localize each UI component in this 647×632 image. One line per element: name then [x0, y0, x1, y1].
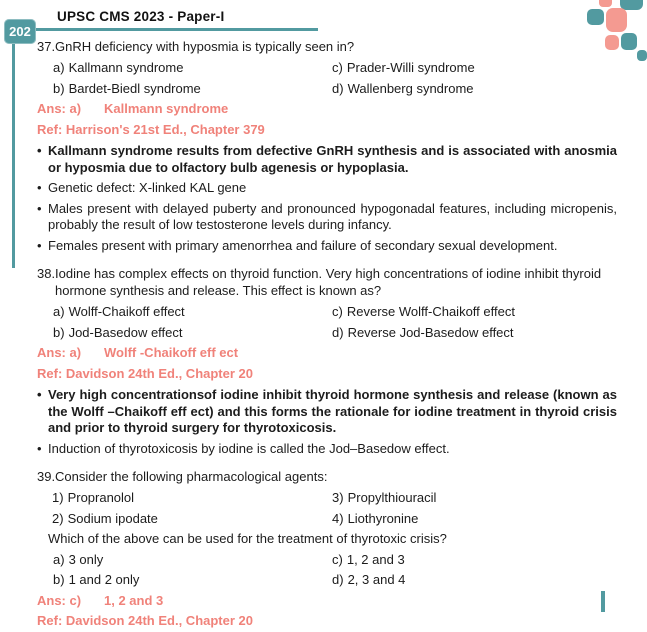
option-label: c) — [332, 60, 343, 75]
reference-line: Ref: Harrison's 21st Ed., Chapter 379 — [37, 121, 265, 137]
option-label: b) — [53, 324, 65, 340]
option-a — [37, 58, 332, 79]
option-d — [332, 79, 617, 100]
sub-question-text: Which of the above can be used for the treatment of thyrotoxic crisis? — [48, 531, 447, 546]
option-text: 3 only — [68, 551, 104, 567]
option-label: d) — [332, 80, 344, 96]
option-b — [37, 570, 332, 591]
option-text: Reverse Jod-Basedow effect — [347, 324, 514, 340]
item-3 — [332, 488, 617, 509]
option-text: 1 and 2 only — [68, 572, 140, 587]
question-text: Consider the following pharmacological agents: — [55, 468, 328, 484]
bullet-item — [37, 387, 617, 437]
question-block-39 — [37, 466, 617, 632]
item-text: Propylthiouracil — [347, 490, 437, 505]
options-grid — [37, 58, 617, 99]
bullet-dot — [37, 441, 48, 458]
option-a — [37, 550, 332, 571]
question-number: 37. — [37, 38, 56, 54]
options-grid — [37, 550, 617, 591]
item-text: Sodium ipodate — [67, 510, 158, 526]
pink-square-icon — [599, 0, 612, 7]
bullet-text: Females present with primary amenorrhea and failure of secondary sexual development. — [48, 237, 558, 253]
explanation-bullets — [37, 387, 617, 457]
option-text: Prader-Willi syndrome — [346, 60, 475, 75]
question-number: 38. — [37, 265, 56, 281]
option-text: 2, 3 and 4 — [347, 572, 406, 587]
bullet-dot — [37, 238, 48, 255]
answer-label: Ans: a) — [37, 345, 82, 360]
option-text: Bardet-Biedl syndrome — [68, 80, 201, 96]
teal-square-icon — [587, 9, 604, 25]
item-label: 1) — [52, 490, 64, 505]
bullet-dot — [37, 201, 48, 234]
bullet-item — [37, 238, 617, 255]
option-text: Kallmann syndrome — [68, 60, 184, 75]
bullet-dot — [37, 143, 48, 176]
answer-text: 1, 2 and 3 — [104, 592, 164, 608]
answer-label: Ans: a) — [37, 101, 82, 116]
bullet-text: Induction of thyrotoxicosis by iodine is called the Jod–Basedow effect. — [48, 440, 450, 456]
bullet-item — [37, 441, 617, 458]
option-text: Wolff-Chaikoff effect — [68, 304, 185, 319]
bullet-text: Genetic defect: X-linked KAL gene — [48, 180, 247, 195]
option-c — [332, 302, 617, 323]
answer-line — [37, 343, 617, 364]
option-b — [37, 323, 332, 344]
item-text: Propranolol — [67, 490, 135, 505]
option-c — [332, 550, 617, 571]
option-label: d) — [332, 324, 344, 340]
option-d — [332, 323, 617, 344]
item-text: Liothyronine — [347, 510, 419, 526]
answer-line — [37, 591, 617, 612]
question-line — [37, 36, 617, 56]
option-label: b) — [53, 80, 65, 96]
option-label: b) — [53, 572, 65, 587]
page-title: UPSC CMS 2023 - Paper-I — [57, 9, 225, 24]
answer-line — [37, 99, 617, 120]
option-label: d) — [332, 572, 344, 587]
answer-text: Kallmann syndrome — [104, 101, 229, 116]
item-4 — [332, 509, 617, 530]
bullet-item — [37, 143, 617, 176]
bullet-dot — [37, 387, 48, 437]
reference-line: Ref: Davidson 24th Ed., Chapter 20 — [37, 613, 253, 628]
statement-items-grid — [37, 488, 617, 529]
reference-line: Ref: Davidson 24th Ed., Chapter 20 — [37, 365, 253, 381]
question-line — [37, 263, 617, 300]
option-label: c) — [332, 304, 343, 319]
question-number: 39. — [37, 468, 56, 484]
bullet-item — [37, 180, 617, 197]
item-2 — [37, 509, 332, 530]
option-text: Wallenberg syndrome — [347, 80, 474, 96]
option-a — [37, 302, 332, 323]
bullet-text: Males present with delayed puberty and pronounced hypogonadal features, including micropenis, probably the result of low testosterone levels during infancy. — [48, 200, 617, 232]
question-line — [37, 466, 617, 486]
option-text: 1, 2 and 3 — [346, 551, 405, 567]
question-text: Iodine has complex effects on thyroid function. Very high concentrations of iodine inhibit thyroid hormone synthesis and release. This effect is known as? — [55, 265, 602, 298]
header-underline — [20, 28, 318, 31]
bullet-text: Very high concentrationsof iodine inhibit thyroid hormone synthesis and release (known as the Wolff –Chaikoff eff ect) and this forms the rationale for iodine treatment in thyroid crisis and prior to thyroid surgery for thyrotoxicosis. — [48, 387, 617, 435]
option-label: a) — [53, 551, 65, 567]
item-label: 2) — [52, 510, 64, 526]
option-text: Reverse Wolff-Chaikoff effect — [346, 304, 515, 319]
question-block-37 — [37, 36, 617, 254]
page-content — [0, 36, 643, 632]
option-c — [332, 58, 617, 79]
bullet-text: Kallmann syndrome results from defective GnRH synthesis and is associated with anosmia or hyposmia due to olfactory bulb agenesis or hypoplasia. — [48, 143, 617, 175]
page-number-badge: 202 — [4, 19, 36, 44]
option-label: a) — [53, 60, 65, 75]
option-d — [332, 570, 617, 591]
answer-label: Ans: c) — [37, 592, 82, 608]
answer-text: Wolff -Chaikoff eff ect — [104, 345, 239, 360]
bullet-item — [37, 201, 617, 234]
option-text: Jod-Basedow effect — [68, 324, 183, 340]
explanation-bullets — [37, 143, 617, 254]
item-label: 4) — [332, 510, 344, 526]
question-text: GnRH deficiency with hyposmia is typically seen in? — [55, 38, 355, 54]
option-label: a) — [53, 304, 65, 319]
option-label: c) — [332, 551, 343, 567]
option-b — [37, 79, 332, 100]
item-1 — [37, 488, 332, 509]
item-label: 3) — [332, 490, 344, 505]
bullet-dot — [37, 180, 48, 197]
options-grid — [37, 302, 617, 343]
question-block-38 — [37, 263, 617, 457]
pink-square-icon — [606, 8, 627, 32]
